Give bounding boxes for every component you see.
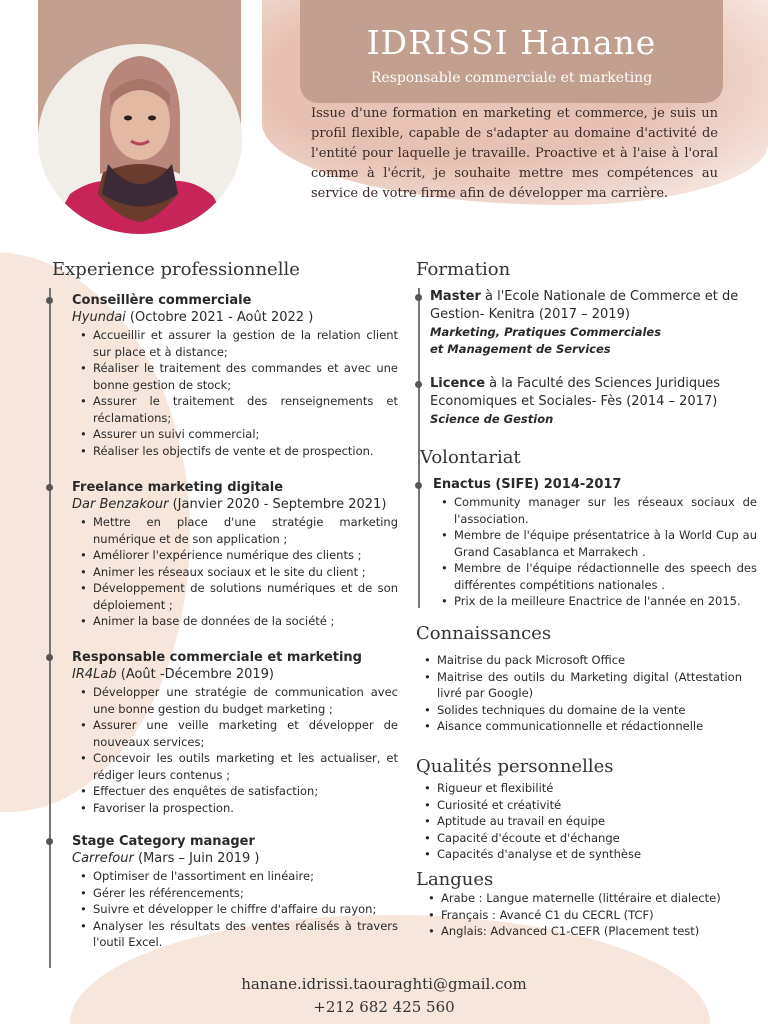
job-company: Carrefour: [72, 851, 134, 866]
intro-paragraph: Issue d'une formation en marketing et commerce, je suis un profil flexible, capable de s'adapter au domaine d'activité de l'entité pour laquelle je travaille. Proactive et à l'aise à l'oral comme à l'écrit, je souhaite mettre mes compétences au service de votre firme afin de développer ma carrière.: [311, 106, 718, 201]
education-specialty: Science de Gestion: [430, 412, 554, 426]
education-specialty: Marketing, Pratiques Commerciales et Management de Services: [430, 325, 662, 356]
timeline-dot: [415, 381, 422, 388]
job-title: Conseillère commerciale: [72, 293, 252, 308]
education-degree: Master: [430, 289, 481, 304]
job-bullet: • Effectuer des enquêtes de satisfaction;: [72, 783, 398, 800]
volunteer-bullet: • Membre de l'équipe rédactionnelle des speech des différentes compétitions nationales .: [433, 560, 757, 593]
job-bullet: • Réaliser le traitement des commandes et avec une bonne gestion de stock;: [72, 360, 398, 393]
job-entry: [72, 650, 398, 816]
language-item: • Arabe : Langue maternelle (littéraire et dialecte): [420, 890, 750, 907]
education-entry: [430, 375, 756, 428]
timeline-dot: [415, 294, 422, 301]
quality-item: • Rigueur et flexibilité: [416, 780, 742, 797]
job-company: Dar Benzakour: [72, 497, 169, 512]
job-bullet: • Mettre en place d'une stratégie marketing numérique et de son application ;: [72, 514, 398, 547]
job-bullet: • Suivre et développer le chiffre d'affaire du rayon;: [72, 901, 398, 918]
connaissances-heading: Connaissances: [416, 623, 552, 644]
job-bullet: • Optimiser de l'assortiment en linéaire;: [72, 868, 398, 885]
job-title: Responsable commerciale et marketing: [72, 650, 362, 665]
job-bullet: • Améliorer l'expérience numérique des clients ;: [72, 547, 398, 564]
education-entry: [430, 288, 756, 358]
quality-item: • Capacités d'analyse et de synthèse: [416, 846, 742, 863]
languages-list: [420, 890, 750, 940]
timeline-dot: [46, 297, 53, 304]
job-bullets: [72, 514, 398, 630]
volunteer-bullet: • Prix de la meilleure Enactrice de l'année en 2015.: [433, 593, 757, 610]
candidate-role: Responsable commerciale et marketing: [370, 70, 653, 86]
job-bullet: • Développer une stratégie de communication avec une bonne gestion du budget marketing ;: [72, 684, 398, 717]
job-entry: [72, 480, 398, 630]
contact-phone[interactable]: +212 682 425 560: [313, 998, 455, 1016]
job-company: IR4Lab: [72, 667, 117, 682]
job-bullet: • Accueillir et assurer la gestion de la relation client sur place et à distance;: [72, 327, 398, 360]
job-bullets: [72, 327, 398, 459]
education-school: à l'Ecole Nationale de Commerce et de Gestion- Kenitra (2017 – 2019): [430, 289, 739, 322]
job-bullet: • Animer les réseaux sociaux et le site du client ;: [72, 564, 398, 581]
job-bullet: • Développement de solutions numériques et de son déploiement ;: [72, 580, 398, 613]
job-bullet: • Réaliser les objectifs de vente et de prospection.: [72, 443, 398, 460]
job-bullet: • Assurer le traitement des renseignements et réclamations;: [72, 393, 398, 426]
contact-email[interactable]: hanane.idrissi.taouraghti@gmail.com: [241, 975, 527, 993]
job-bullet: • Analyser les résultats des ventes réalisés à travers l'outil Excel.: [72, 918, 398, 951]
job-bullet: • Concevoir les outils marketing et les actualiser, et rédiger leurs contenus ;: [72, 750, 398, 783]
qualites-heading: Qualités personnelles: [416, 756, 614, 777]
timeline-dot: [46, 654, 53, 661]
name-banner: [300, 0, 723, 103]
qualities-list: [416, 780, 742, 863]
experience-timeline: [49, 288, 51, 968]
job-bullet: • Assurer un suivi commercial;: [72, 426, 398, 443]
job-entry: [72, 834, 398, 951]
quality-item: • Capacité d'écoute et d'échange: [416, 830, 742, 847]
job-company: Hyundai: [72, 310, 126, 325]
volunteer-bullets: [433, 494, 757, 610]
profile-photo: [38, 44, 242, 234]
job-bullet: • Assurer une veille marketing et développer de nouveaux services;: [72, 717, 398, 750]
experience-heading: Experience professionnelle: [52, 259, 300, 280]
job-bullets: [72, 868, 398, 951]
job-bullets: [72, 684, 398, 816]
job-bullet: • Favoriser la prospection.: [72, 800, 398, 817]
education-school: à la Faculté des Sciences Juridiques Economiques et Sociales- Fès (2014 – 2017): [430, 376, 721, 409]
quality-item: • Curiosité et créativité: [416, 797, 742, 814]
job-title: Stage Category manager: [72, 834, 255, 849]
skill-item: • Maitrise des outils du Marketing digital (Attestation livré par Google): [416, 669, 742, 702]
job-dates: (Mars – Juin 2019 ): [133, 851, 260, 866]
skill-item: • Aisance communicationnelle et rédactionnelle: [416, 718, 742, 735]
volunteer-bullet: • Membre de l'équipe présentatrice à la World Cup au Grand Casablanca et Marrakech .: [433, 527, 757, 560]
language-item: • Anglais: Advanced C1-CEFR (Placement test): [420, 923, 750, 940]
timeline-dot: [415, 482, 422, 489]
job-title: Freelance marketing digitale: [72, 480, 284, 495]
education-degree: Licence: [430, 376, 486, 391]
skill-item: • Solides techniques du domaine de la vente: [416, 702, 742, 719]
job-dates: (Janvier 2020 - Septembre 2021): [168, 497, 387, 512]
language-item: • Français : Avancé C1 du CECRL (TCF): [420, 907, 750, 924]
timeline-dot: [46, 838, 53, 845]
job-bullet: • Animer la base de données de la société ;: [72, 613, 398, 630]
formation-heading: Formation: [416, 259, 511, 280]
volunteer-entry: [433, 476, 757, 610]
job-bullet: • Gérer les référencements;: [72, 885, 398, 902]
candidate-name: IDRISSI Hanane: [366, 23, 657, 62]
job-entry: [72, 293, 398, 459]
timeline-dot: [46, 484, 53, 491]
job-dates: (Août -Décembre 2019): [116, 667, 275, 682]
volunteer-title: Enactus (SIFE) 2014-2017: [433, 477, 622, 492]
volontariat-heading: Volontariat: [420, 447, 521, 468]
quality-item: • Aptitude au travail en équipe: [416, 813, 742, 830]
job-dates: (Octobre 2021 - Août 2022 ): [125, 310, 314, 325]
volunteer-bullet: • Community manager sur les réseaux sociaux de l'association.: [433, 494, 757, 527]
skills-list: [416, 652, 742, 735]
skill-item: • Maitrise du pack Microsoft Office: [416, 652, 742, 669]
langues-heading: Langues: [416, 869, 494, 890]
